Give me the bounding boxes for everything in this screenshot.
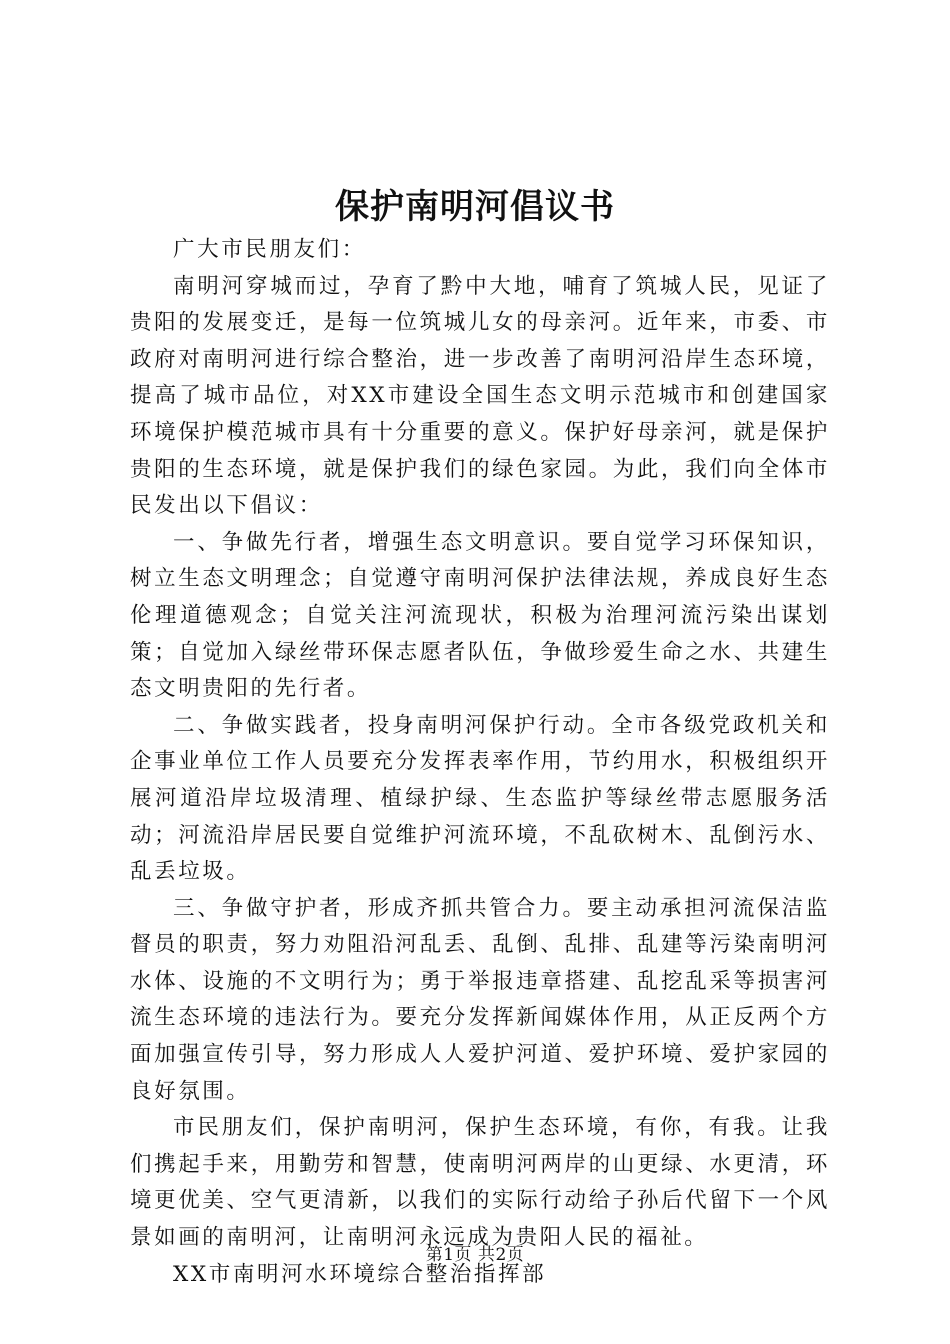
- paragraph-intro: 南明河穿城而过，孕育了黔中大地，哺育了筑城人民，见证了贵阳的发展变迁，是每一位筑城儿女的母亲河。近年来，市委、市政府对南明河进行综合整治，进一步改善了南明河沿岸生态环境，提高了城市品位，对XX市建设全国生态文明示范城市和创建国家环境保护模范城市具有十分重要的意义。保护好母亲河，就是保护贵阳的生态环境，就是保护我们的绿色家园。为此，我们向全体市民发出以下倡议：: [130, 273, 830, 519]
- paragraph-point-3: 三、争做守护者，形成齐抓共管合力。要主动承担河流保洁监督员的职责，努力劝阻沿河乱丢、乱倒、乱排、乱建等污染南明河水体、设施的不文明行为；勇于举报违章搭建、乱挖乱采等损害河流生态环境的违法行为。要充分发挥新闻媒体作用，从正反两个方面加强宣传引导，努力形成人人爱护河道、爱护环境、爱护家园的良好氛围。: [130, 895, 830, 1104]
- page-indicator: 第1页 共2页: [425, 1245, 525, 1265]
- paragraph-closing: 市民朋友们，保护南明河，保护生态环境，有你，有我。让我们携起手来，用勤劳和智慧，使南明河两岸的山更绿、水更清，环境更优美、空气更清新，以我们的实际行动给子孙后代留下一个风景如画的南明河，让南明河永远成为贵阳人民的福祉。: [130, 1115, 830, 1251]
- salutation: 广大市民朋友们：: [173, 237, 366, 262]
- document-body: [130, 232, 830, 1293]
- page-title: 保护南明河倡议书: [335, 187, 615, 227]
- signature: XX市南明河水环境综合整治指挥部: [173, 1261, 547, 1287]
- paragraph-point-1: 一、争做先行者，增强生态文明意识。要自觉学习环保知识，树立生态文明理念；自觉遵守南明河保护法律法规，养成良好生态伦理道德观念；自觉关注河流现状，积极为治理河流污染出谋划策；自觉加入绿丝带环保志愿者队伍，争做珍爱生命之水、共建生态文明贵阳的先行者。: [130, 529, 830, 702]
- paragraph-point-2: 二、争做实践者，投身南明河保护行动。全市各级党政机关和企事业单位工作人员要充分发挥表率作用，节约用水，积极组织开展河道沿岸垃圾清理、植绿护绿、生态监护等绿丝带志愿服务活动；河流沿岸居民要自觉维护河流环境，不乱砍树木、乱倒污水、乱丢垃圾。: [130, 712, 830, 885]
